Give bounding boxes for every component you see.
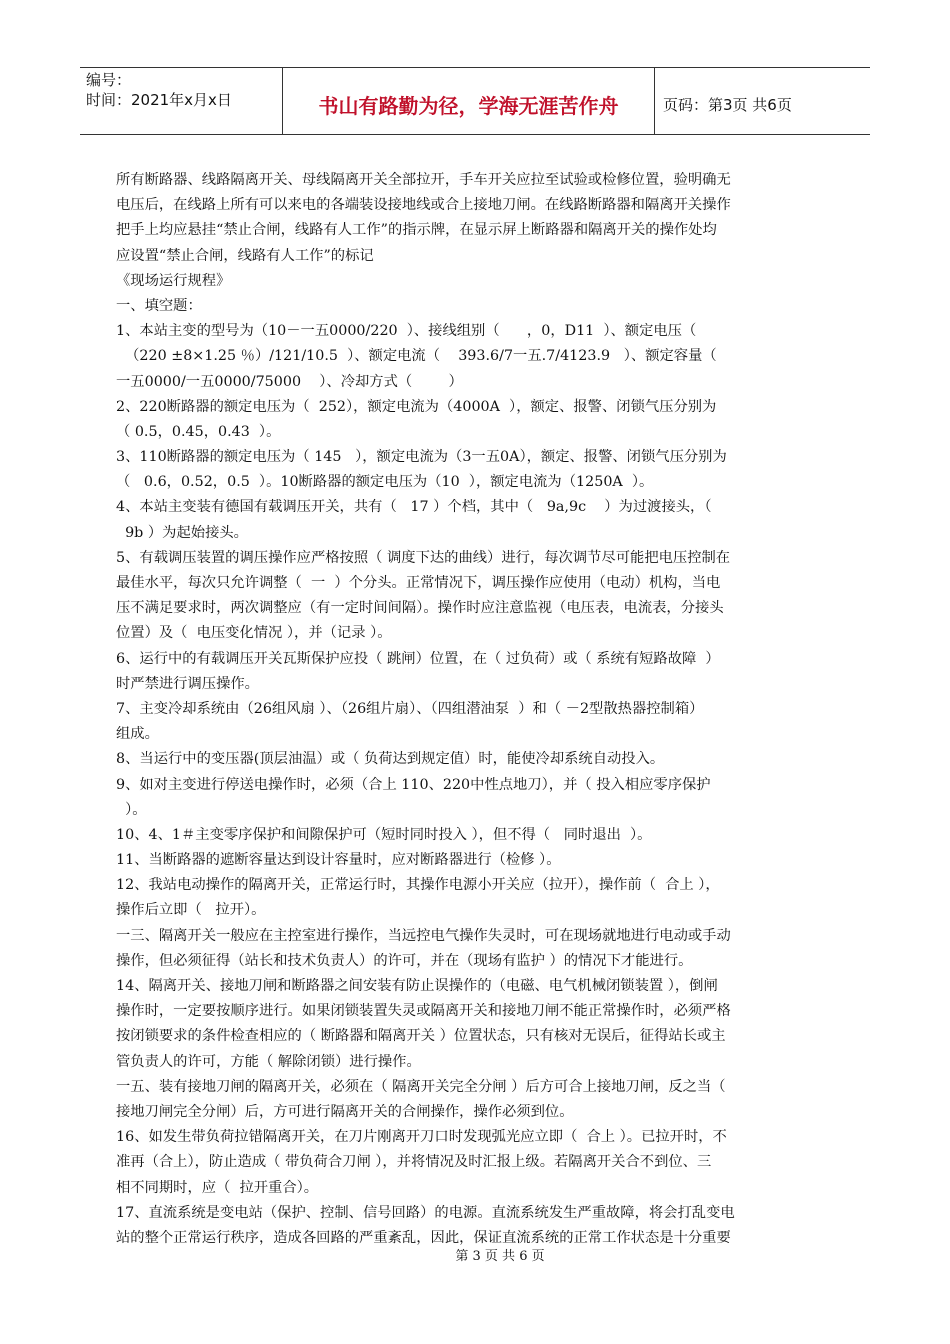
text-line: 8、当运行中的变压器(顶层油温）或（ 负荷达到规定值）时，能使冷却系统自动投入。 <box>116 751 665 768</box>
text-line: 准再（合上），防止造成（ 带负荷合刀闸 ），并将情况及时汇报上级。若隔离开关合不到位、三 <box>116 1154 712 1171</box>
header-meta <box>80 68 283 134</box>
text-line: 组成。 <box>116 726 159 743</box>
document-body <box>116 168 840 1251</box>
text-line: 电压后，在线路上所有可以来电的各端装设接地线或合上接地刀闸。在线路断路器和隔离开关操作 <box>116 197 731 214</box>
text-line: 17、直流系统是变电站（保护、控制、信号回路）的电源。直流系统发生严重故障，将会打乱变电 <box>116 1204 735 1221</box>
text-line: 7、主变冷却系统由（26组风扇 ）、（26组片扇）、（四组潜油泵 ）和（ －2型散热器控制箱） <box>116 700 704 717</box>
text-line: 站的整个正常运行秩序，造成各回路的严重紊乱，因此，保证直流系统的正常工作状态是十分重要 <box>116 1229 731 1246</box>
text-line: ）。 <box>116 801 147 818</box>
time-label: 时间：2021年x月x日 <box>86 91 232 109</box>
text-line: 操作，但必须征得（站长和技术负责人）的许可，并在（现场有监护 ）的情况下才能进行。 <box>116 952 693 969</box>
text-line: 9b ）为起始接头。 <box>116 524 248 541</box>
text-line: 接地刀闸完全分闸）后，方可进行隔离开关的合闸操作，操作必须到位。 <box>116 1103 574 1120</box>
text-line: 16、如发生带负荷拉错隔离开关，在刀片刚离开刀口时发现弧光应立即（ 合上 ）。已拉开时，不 <box>116 1129 727 1146</box>
text-line: 14、隔离开关、接地刀闸和断路器之间安装有防止误操作的（电磁、电气机械闭锁装置 ），倒闸 <box>116 978 718 994</box>
text-line: 一三、隔离开关一般应在主控室进行操作，当远控电气操作失灵时，可在现场就地进行电动或手动 <box>116 927 731 944</box>
text-line: 时严禁进行调压操作。 <box>116 675 259 692</box>
page-footer: 第 3 页 共 6 页 <box>455 1249 545 1264</box>
header-page-info: 页码：第3页 共6页 <box>663 95 792 114</box>
text-line: 11、当断路器的遮断容量达到设计容量时，应对断路器进行（检修 ）。 <box>116 852 561 869</box>
text-line: 所有断路器、线路隔离开关、母线隔离开关全部拉开，手车开关应拉至试验或检修位置，验明确无 <box>116 172 731 188</box>
text-line: 按闭锁要求的条件检查相应的（ 断路器和隔离开关 ）位置状态，只有核对无误后，征得站长或主 <box>116 1028 726 1045</box>
text-line: 4、本站主变装有德国有载调压开关，共有（ 17 ）个档，其中（ 9a,9c ）为过渡接头，（ <box>116 499 712 516</box>
text-line: 一五0000/一五0000/75000 ）、冷却方式（ ） <box>116 373 463 390</box>
text-line: 《现场运行规程》 <box>116 272 231 289</box>
text-line: 位置）及（ 电压变化情况 ），并（记录 ）。 <box>116 625 392 642</box>
number-label: 编号： <box>86 71 132 89</box>
text-line: （ 0.5，0.45，0.43 ）。 <box>116 423 281 440</box>
text-line: 操作时，一定要按顺序进行。如果闭锁装置失灵或隔离开关和接地刀闸不能正常操作时，必须严格 <box>116 1003 731 1020</box>
text-line: 2、220断路器的额定电压为（ 252），额定电流为（4000A ），额定、报警、闭锁气压分别为 <box>116 398 717 415</box>
text-line: 应设置“禁止合闸，线路有人工作”的标记 <box>116 247 374 264</box>
text-line: 把手上均应悬挂“禁止合闸，线路有人工作”的指示牌，在显示屏上断路器和隔离开关的操作处均 <box>116 222 717 239</box>
text-line: （220 ±8×1.25 ％）/121/10.5 ）、额定电流（ 393.6/7一五.7/4123.9 ）、额定容量（ <box>116 348 717 365</box>
text-line: 压不满足要求时，两次调整应（有一定时间间隔）。操作时应注意监视（电压表，电流表，分接头 <box>116 600 724 617</box>
text-line: （ 0.6，0.52，0.5 ）。10断路器的额定电压为（10 ），额定电流为（1250A ）。 <box>116 474 654 491</box>
text-line: 9、如对主变进行停送电操作时，必须（合上 110、220中性点地刀），并（ 投入相应零序保护 <box>116 776 711 793</box>
text-line: 12、我站电动操作的隔离开关，正常运行时，其操作电源小开关应（拉开），操作前（ 合上 ）， <box>116 877 720 894</box>
text-line: 管负责人的许可，方能（ 解除闭锁）进行操作。 <box>116 1053 421 1070</box>
text-line: 3、110断路器的额定电压为（ 145 ），额定电流为（3一五0A），额定、报警、闭锁气压分别为 <box>116 449 727 466</box>
text-line: 6、运行中的有载调压开关瓦斯保护应投（ 跳闸）位置，在（ 过负荷）或（ 系统有短路故障 ） <box>116 650 720 667</box>
text-line: 1、本站主变的型号为（10－一五0000/220 ）、接线组别（ ，0，D11 ）、额定电压（ <box>116 323 697 340</box>
text-line: 5、有载调压装置的调压操作应严格按照（ 调度下达的曲线）进行，每次调节尽可能把电压控制在 <box>116 549 731 566</box>
text-line: 操作后立即（ 拉开）。 <box>116 902 266 919</box>
header-motto: 书山有路勤为径，学海无涯苦作舟 <box>283 68 655 134</box>
text-line: 最佳水平，每次只允许调整（ 一 ）个分头。正常情况下，调压操作应使用（电动）机构，当电 <box>116 575 721 591</box>
page-header <box>80 67 870 135</box>
text-line: 相不同期时，应（ 拉开重合）。 <box>116 1179 319 1196</box>
text-line: 一五、装有接地刀闸的隔离开关，必须在（ 隔离开关完全分闸 ）后方可合上接地刀闸，反之当（ <box>116 1078 726 1095</box>
text-line: 10、4、1＃主变零序保护和间隙保护可（短时同时投入 ），但不得（ 同时退出 ）。 <box>116 826 652 843</box>
text-line: 一、填空题： <box>116 297 202 314</box>
